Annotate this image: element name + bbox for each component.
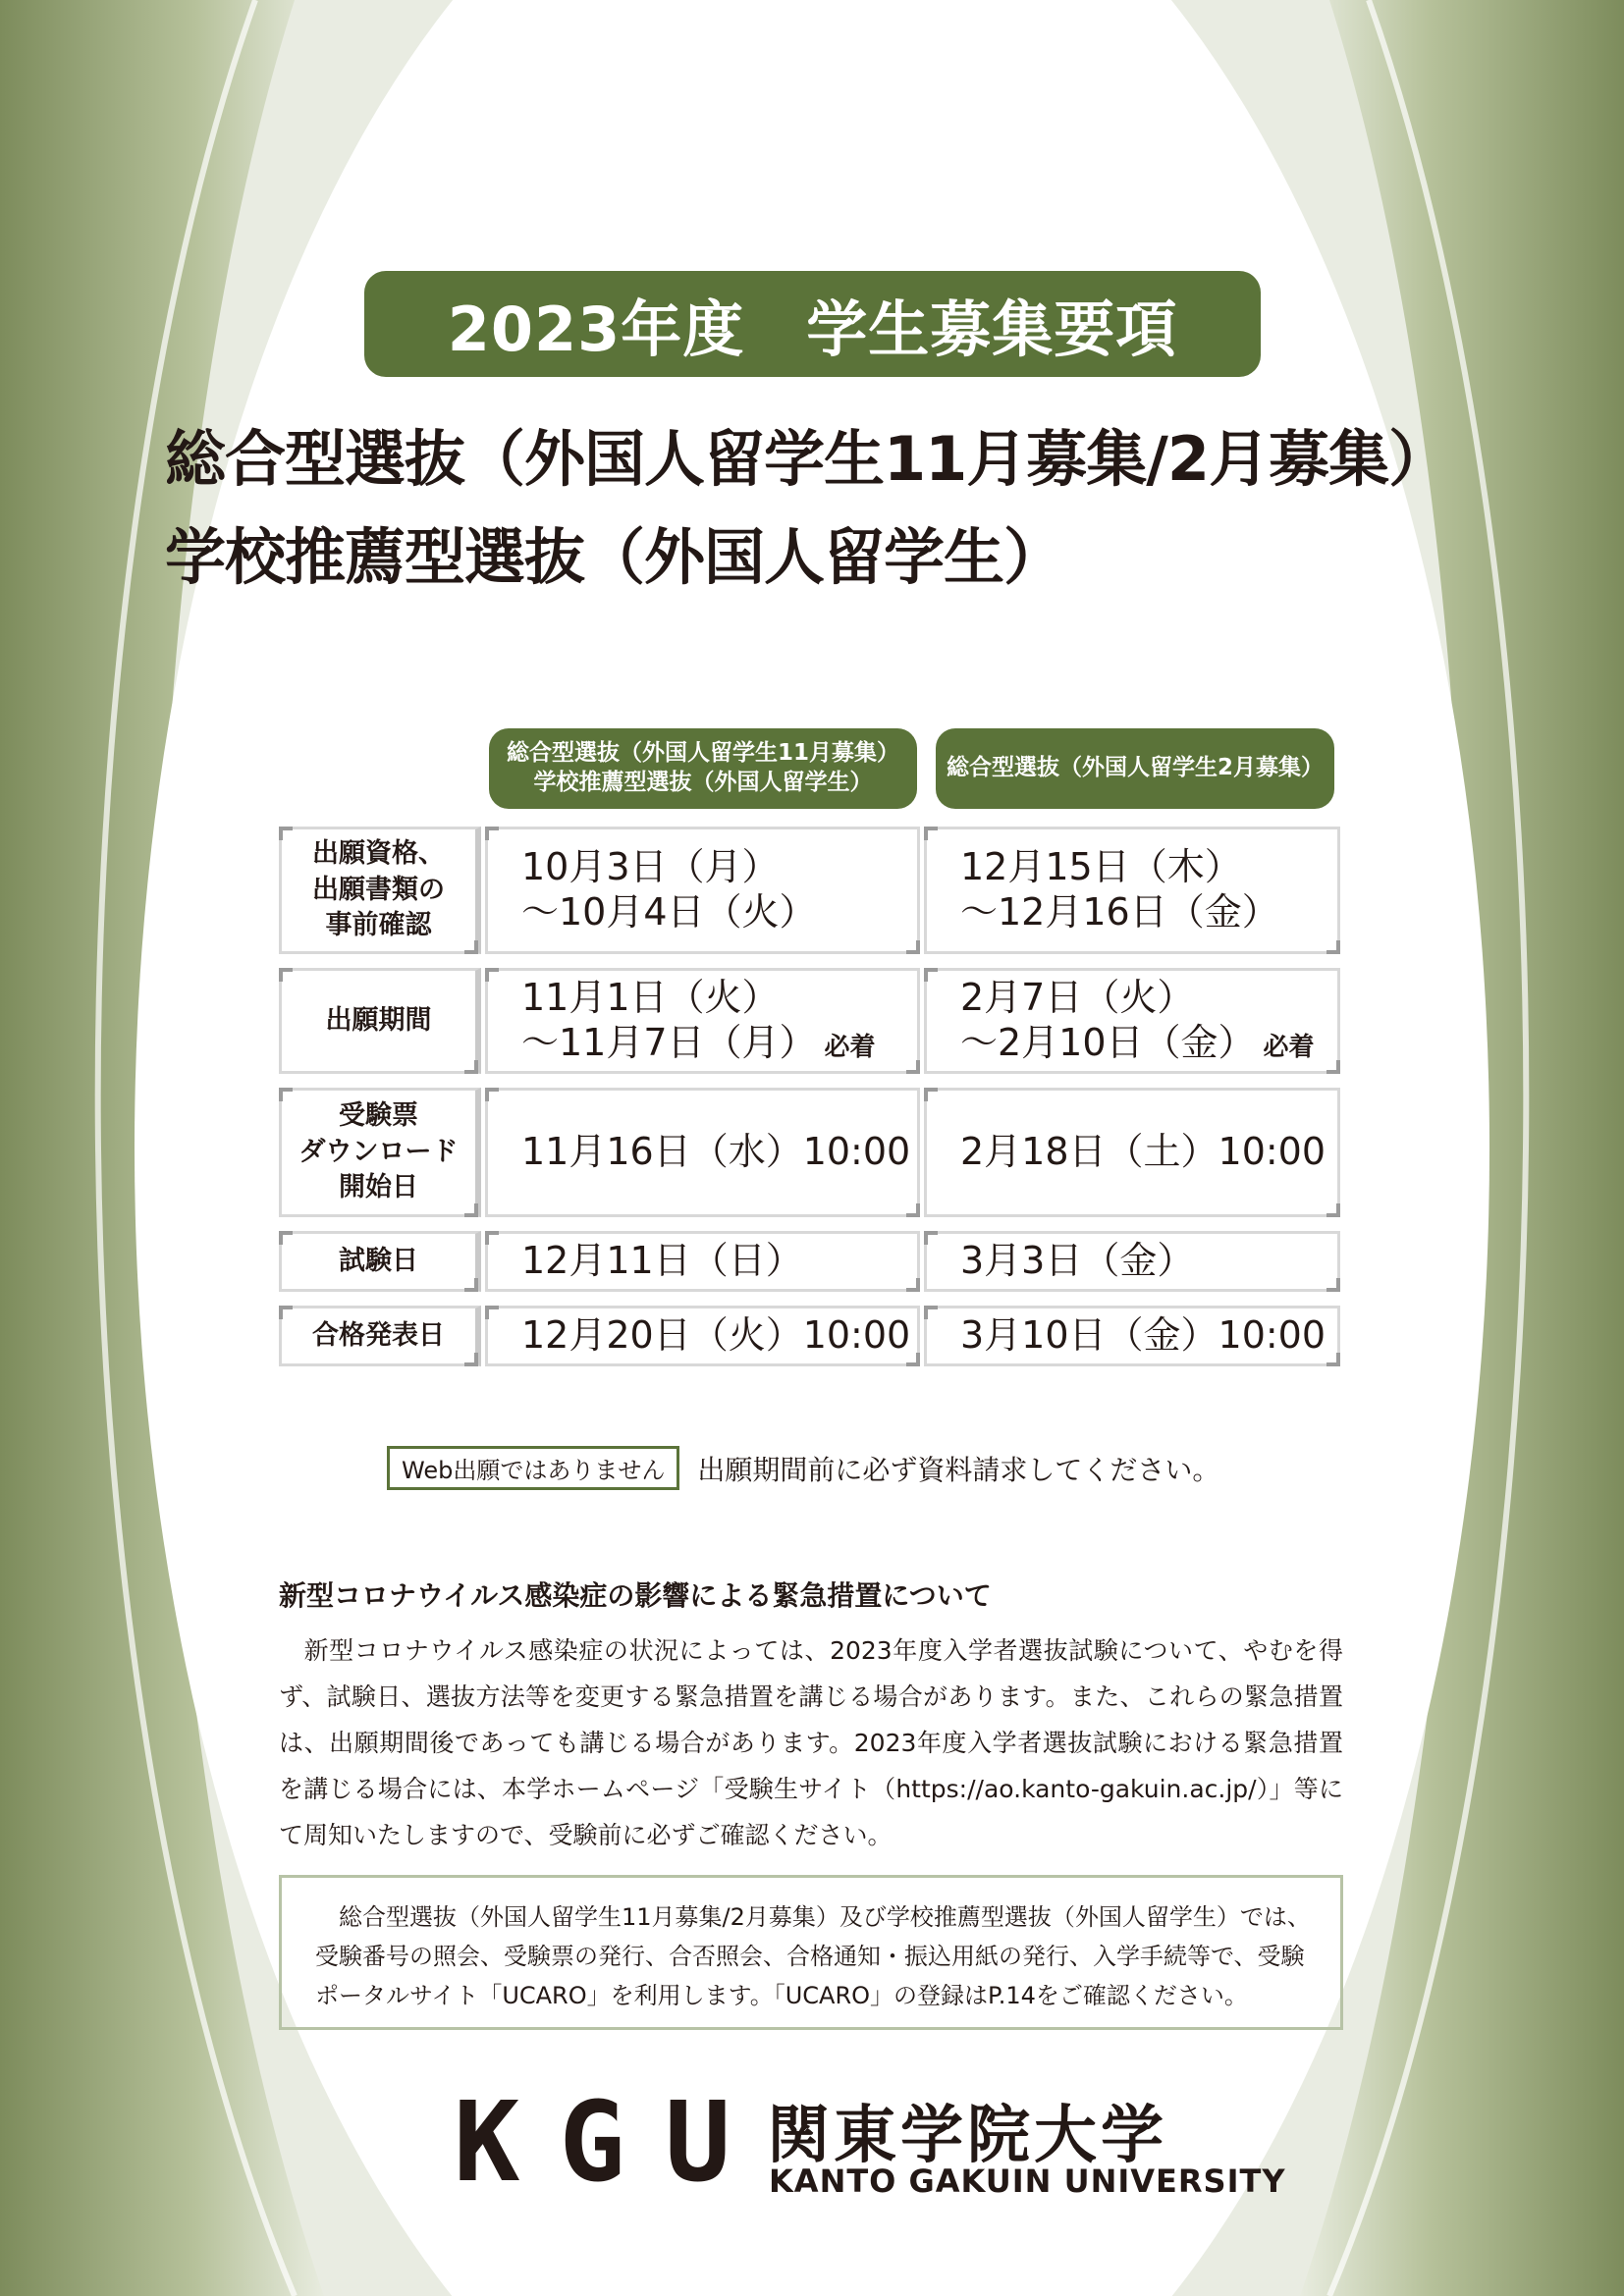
date-line: 12月11日（日） — [521, 1239, 803, 1283]
date-line: 12月20日（火）10:00 — [521, 1313, 911, 1358]
row-label — [279, 1231, 481, 1292]
row-label-line: ダウンロード — [298, 1136, 459, 1167]
column-header-november-line1: 総合型選抜（外国人留学生11月募集） — [506, 740, 899, 767]
february-date-cell — [924, 1231, 1340, 1292]
february-date-cell — [924, 968, 1340, 1074]
schedule-table — [279, 827, 1343, 1380]
column-header-november-line2: 学校推薦型選抜（外国人留学生） — [533, 770, 873, 795]
date-line: 11月1日（火） — [521, 976, 780, 1020]
row-label — [279, 1306, 481, 1366]
ucaro-notice-text: 総合型選抜（外国人留学生11月募集/2月募集）及び学校推薦型選抜（外国人留学生）では、受験番号の照会、受験票の発行、合否照会、合格通知・振込用紙の発行、入学手続等で、受験ポータルサイト「UCARO」を利用します。「UCARO」の登録はP.14をご確認ください。 — [315, 1903, 1311, 2009]
column-header-february — [936, 728, 1334, 809]
schedule-row-application-period — [279, 968, 1343, 1074]
schedule-row-ticket-download — [279, 1088, 1343, 1217]
date-line: 3月10日（金）10:00 — [960, 1313, 1326, 1358]
row-label-line: 合格発表日 — [312, 1319, 445, 1351]
date-line: ～12月16日（金） — [960, 890, 1279, 934]
schedule-row-results — [279, 1306, 1343, 1366]
web-application-note — [387, 1446, 1219, 1490]
column-header-november — [489, 728, 917, 809]
not-web-application-label: Web出願ではありません — [387, 1446, 679, 1490]
row-label-line: 開始日 — [339, 1172, 418, 1203]
university-name-japanese: 関東学院大学 — [767, 2100, 1167, 2172]
year-badge-text: 2023年度 学生募集要項 — [447, 293, 1178, 365]
date-line: 2月7日（火） — [960, 976, 1195, 1020]
november-date-cell — [485, 1088, 920, 1217]
schedule-row-exam-date — [279, 1231, 1343, 1292]
date-line: ～11月7日（月） — [521, 1021, 817, 1064]
covid-body: 新型コロナウイルス感染症の状況によっては、2023年度入学者選抜試験について、やむを得ず、試験日、選抜方法等を変更する緊急措置を講じる場合があります。また、これらの緊急措置は、出願期間後であっても講じる場合があります。2023年度入学者選抜試験における緊急措置を講じる場合には、本学ホームページ「受験生サイト（https://ao.kanto-gakuin.ac.jp/）」等にて周知いたしますので、受験前に必ずご確認ください。 — [279, 1636, 1343, 1849]
ucaro-notice-box — [279, 1875, 1343, 2030]
date-line: 10月3日（月） — [521, 845, 780, 889]
row-label — [279, 968, 481, 1074]
must-arrive-note: 必着 — [1263, 1033, 1315, 1062]
column-header-february-label: 総合型選抜（外国人留学生2月募集） — [946, 755, 1324, 781]
february-date-cell — [924, 1306, 1340, 1366]
request-materials-text: 出願期間前に必ず資料請求してください。 — [697, 1453, 1220, 1486]
row-label-line: 出願資格、 — [312, 838, 445, 870]
row-label-line: 出願期間 — [325, 1004, 432, 1036]
november-date-cell — [485, 1306, 920, 1366]
schedule-row-pre-check — [279, 827, 1343, 954]
date-line: 11月16日（水）10:00 — [521, 1130, 911, 1174]
november-date-cell — [485, 827, 920, 954]
must-arrive-note: 必着 — [824, 1033, 876, 1062]
year-badge — [364, 271, 1261, 377]
row-label — [279, 1088, 481, 1217]
covid-heading: 新型コロナウイルス感染症の影響による緊急措置について — [279, 1579, 992, 1612]
page-title-line2: 学校推薦型選抜（外国人留学生） — [165, 521, 1064, 593]
date-line: 3月3日（金） — [960, 1239, 1195, 1283]
row-label-line: 試験日 — [339, 1245, 418, 1276]
february-date-cell — [924, 827, 1340, 954]
row-label — [279, 827, 481, 954]
november-date-cell — [485, 1231, 920, 1292]
row-label-line: 受験票 — [339, 1100, 418, 1132]
page-title-line1: 総合型選抜（外国人留学生11月募集/2月募集） — [165, 423, 1449, 495]
date-line: 12月15日（木） — [960, 845, 1242, 889]
november-date-cell — [485, 968, 920, 1074]
row-label-line: 出願書類の — [312, 874, 445, 905]
date-line: ～10月4日（火） — [521, 890, 817, 934]
february-date-cell — [924, 1088, 1340, 1217]
date-line: ～2月10日（金） — [960, 1021, 1256, 1064]
university-name-english: KANTO GAKUIN UNIVERSITY — [769, 2163, 1286, 2200]
date-line: 2月18日（土）10:00 — [960, 1130, 1326, 1174]
row-label-line: 事前確認 — [325, 910, 432, 941]
kgu-logo-mark: KGU — [454, 2079, 771, 2207]
